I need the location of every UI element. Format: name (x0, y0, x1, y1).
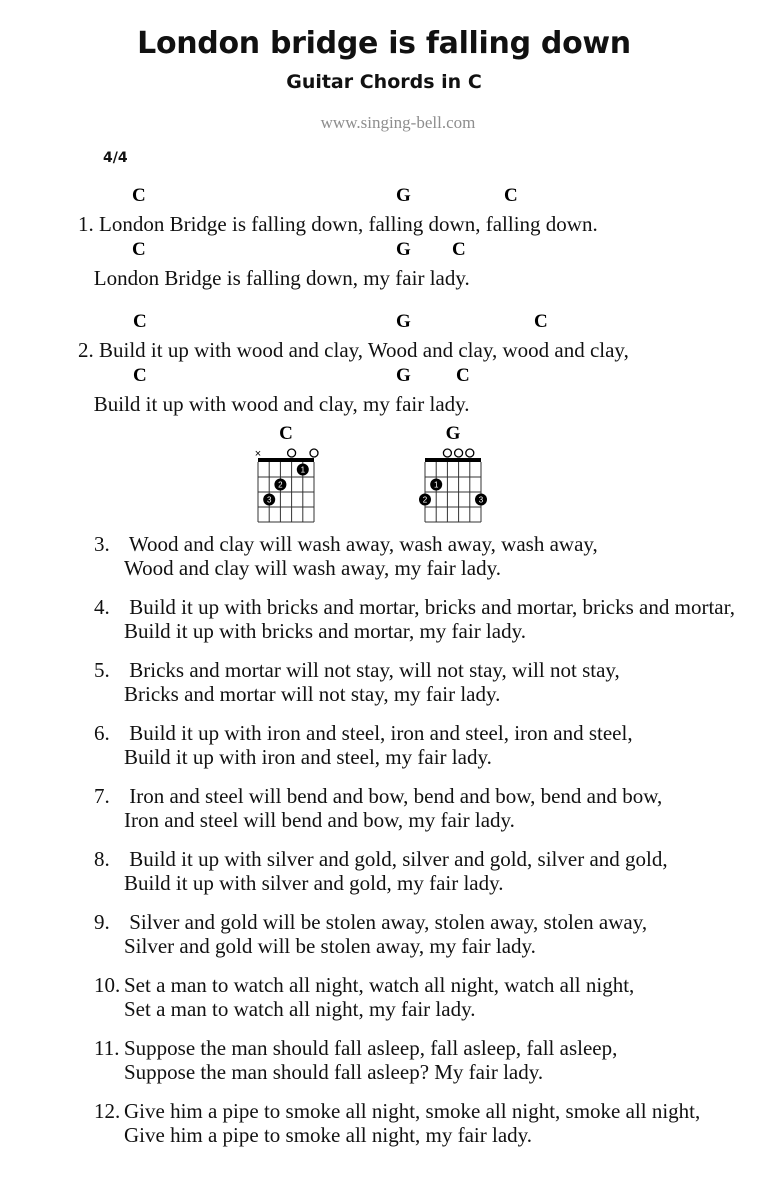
svg-text:3: 3 (478, 495, 484, 505)
chord-line (0, 185, 768, 209)
verse-line: Build it up with bricks and mortar, bricks and mortar, bricks and mortar, (124, 595, 736, 619)
verse-line: Iron and steel will bend and bow, bend and bow, bend and bow, (124, 784, 663, 808)
verse-block (0, 910, 768, 958)
verse-number: 7. (94, 784, 110, 808)
chord-diagram-c (254, 423, 326, 529)
chord-label-g: G (396, 365, 411, 386)
verse-line: Bricks and mortar will not stay, will not stay, will not stay, (124, 658, 620, 682)
verse-block (0, 784, 768, 832)
lyric-line: Build it up with wood and clay, my fair lady. (78, 392, 470, 416)
verse-block (0, 973, 768, 1021)
lyric-line: 1. London Bridge is falling down, falling down, falling down. (78, 212, 598, 236)
chord-line (0, 311, 768, 335)
verse-block (0, 532, 768, 580)
verse-block (0, 1036, 768, 1084)
svg-text:3: 3 (266, 495, 272, 505)
verse-block (0, 1099, 768, 1147)
chord-label-g: G (396, 185, 411, 206)
verse-number: 11. (94, 1036, 120, 1060)
verse-line: Build it up with iron and steel, my fair lady. (124, 745, 492, 769)
verse-number: 3. (94, 532, 110, 556)
verse-line: Build it up with bricks and mortar, my fair lady. (124, 619, 526, 643)
chord-label-c: C (133, 365, 147, 386)
verse-block (0, 847, 768, 895)
plain-verses (0, 532, 768, 1162)
chord-line (0, 239, 768, 263)
page-subtitle: Guitar Chords in C (286, 71, 482, 93)
chord-label-c: C (132, 185, 146, 206)
verse-line: Build it up with iron and steel, iron and steel, iron and steel, (124, 721, 633, 745)
verse-block (0, 595, 768, 643)
chorded-verses (0, 185, 768, 437)
chord-diagram-g (422, 423, 493, 529)
time-signature: 4/4 (103, 150, 128, 166)
verse-line: Wood and clay will wash away, my fair lady. (124, 556, 501, 580)
svg-text:1: 1 (433, 480, 439, 490)
chord-label-c: C (132, 239, 146, 260)
verse-block (0, 658, 768, 706)
verse-number: 6. (94, 721, 110, 745)
verse-block (0, 721, 768, 769)
verse-line: Silver and gold will be stolen away, stolen away, stolen away, (124, 910, 648, 934)
verse-line: Iron and steel will bend and bow, my fair lady. (124, 808, 515, 832)
verse-line: Bricks and mortar will not stay, my fair lady. (124, 682, 501, 706)
verse-number: 10. (94, 973, 121, 997)
chord-label-c: C (452, 239, 466, 260)
svg-text:2: 2 (278, 480, 283, 490)
chord-label-c: C (534, 311, 548, 332)
svg-text:×: × (254, 448, 262, 460)
lyric-line: 2. Build it up with wood and clay, Wood and clay, wood and clay, (78, 338, 629, 362)
verse-line: Set a man to watch all night, my fair lady. (124, 997, 476, 1021)
chord-label-g: G (396, 239, 411, 260)
chord-label-c: C (133, 311, 147, 332)
verse-number: 9. (94, 910, 110, 934)
chord-label-g: G (396, 311, 411, 332)
verse-line: Suppose the man should fall asleep? My fair lady. (124, 1060, 544, 1084)
chord-diagram-label: C (279, 423, 293, 444)
verse-number: 5. (94, 658, 110, 682)
verse-number: 12. (94, 1099, 121, 1123)
svg-text:2: 2 (422, 495, 428, 505)
page-title: London bridge is falling down (137, 26, 631, 61)
lyric-line: London Bridge is falling down, my fair lady. (78, 266, 470, 290)
chorded-verse (0, 311, 768, 419)
chord-diagram-label: G (445, 423, 461, 444)
verse-line: Wood and clay will wash away, wash away, wash away, (124, 532, 598, 556)
chorded-verse (0, 185, 768, 293)
svg-text:1: 1 (300, 465, 306, 475)
verse-line: Set a man to watch all night, watch all night, watch all night, (124, 973, 635, 997)
chord-label-c: C (504, 185, 518, 206)
verse-number: 8. (94, 847, 110, 871)
verse-line: Silver and gold will be stolen away, my fair lady. (124, 934, 536, 958)
source-url: www.singing-bell.com (320, 113, 476, 132)
verse-line: Give him a pipe to smoke all night, my fair lady. (124, 1123, 533, 1147)
chord-diagram-grid (246, 446, 326, 524)
verse-line: Give him a pipe to smoke all night, smoke all night, smoke all night, (124, 1099, 701, 1123)
verse-line: Build it up with silver and gold, silver and gold, silver and gold, (124, 847, 668, 871)
verse-number: 4. (94, 595, 110, 619)
verse-line: Suppose the man should fall asleep, fall asleep, fall asleep, (124, 1036, 618, 1060)
chord-diagram-grid (413, 446, 493, 524)
verse-line: Build it up with silver and gold, my fair lady. (124, 871, 504, 895)
chord-label-c: C (456, 365, 470, 386)
chord-line (0, 365, 768, 389)
chord-diagrams (0, 424, 768, 539)
